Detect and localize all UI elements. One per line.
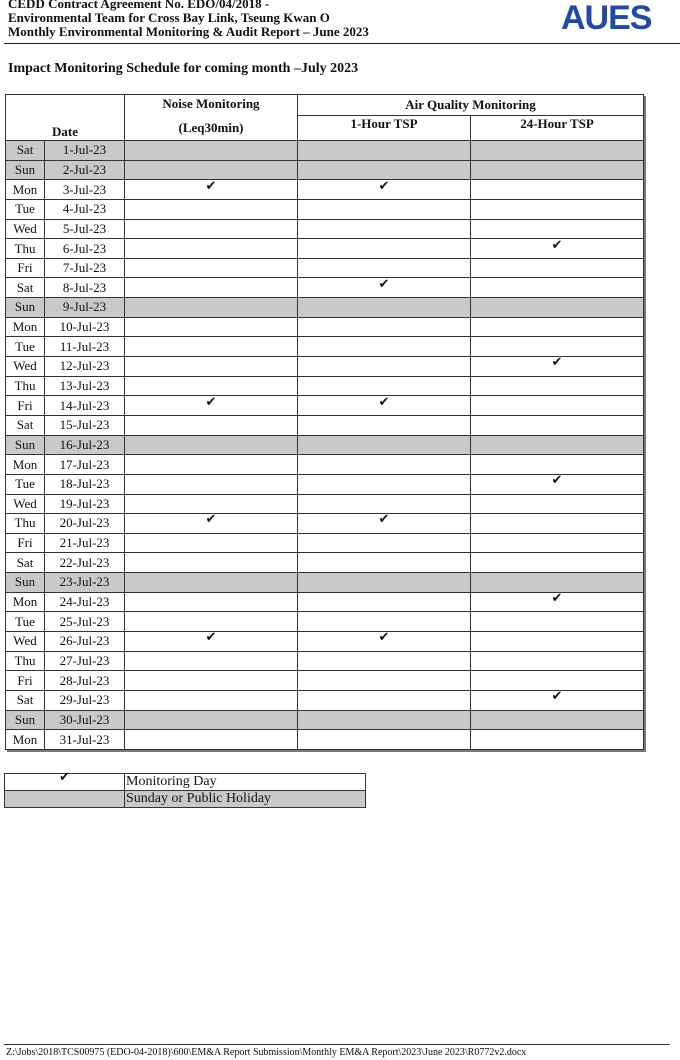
day-cell: Sun — [6, 573, 45, 593]
date-cell: 6-Jul-23 — [45, 239, 125, 259]
date-cell: 25-Jul-23 — [45, 612, 125, 632]
table-row — [6, 278, 644, 298]
day-cell: Sat — [6, 690, 45, 710]
noise-cell — [125, 730, 298, 750]
noise-cell — [125, 278, 298, 298]
tsp-24hour-cell — [471, 317, 644, 337]
checkmark-icon: ✔ — [378, 395, 390, 410]
tsp-1hour-cell — [298, 455, 471, 475]
noise-cell — [125, 710, 298, 730]
table-row — [6, 219, 644, 239]
table-row — [6, 357, 644, 377]
tsp-24hour-cell — [471, 612, 644, 632]
noise-cell — [125, 553, 298, 573]
noise-cell — [125, 180, 298, 200]
table-row — [6, 455, 644, 475]
day-cell: Wed — [6, 357, 45, 377]
noise-cell — [125, 239, 298, 259]
date-cell: 20-Jul-23 — [45, 514, 125, 534]
tsp-1hour-cell — [298, 180, 471, 200]
header-line-2: Environmental Team for Cross Bay Link, Tseung Kwan O — [8, 10, 330, 25]
date-cell: 1-Jul-23 — [45, 141, 125, 161]
tsp-1hour-cell — [298, 573, 471, 593]
noise-cell — [125, 592, 298, 612]
header-divider — [4, 43, 680, 44]
table-row — [6, 514, 644, 534]
noise-cell — [125, 376, 298, 396]
tsp-24hour-cell — [471, 455, 644, 475]
table-row — [6, 396, 644, 416]
tsp-1hour-header: 1-Hour TSP — [298, 116, 471, 141]
date-cell: 29-Jul-23 — [45, 690, 125, 710]
noise-cell — [125, 396, 298, 416]
checkmark-icon: ✔ — [551, 474, 563, 489]
legend-row-holiday — [5, 791, 366, 808]
tsp-1hour-cell — [298, 514, 471, 534]
tsp-1hour-cell — [298, 415, 471, 435]
date-cell: 7-Jul-23 — [45, 258, 125, 278]
legend-row-monitoring — [5, 774, 366, 791]
tsp-1hour-cell — [298, 239, 471, 259]
table-row — [6, 730, 644, 750]
tsp-1hour-cell — [298, 553, 471, 573]
report-header — [8, 0, 468, 39]
noise-cell — [125, 474, 298, 494]
tsp-1hour-cell — [298, 592, 471, 612]
day-cell: Mon — [6, 317, 45, 337]
tsp-24hour-cell — [471, 278, 644, 298]
tsp-1hour-cell — [298, 612, 471, 632]
day-cell: Sat — [6, 415, 45, 435]
table-row — [6, 573, 644, 593]
date-cell: 2-Jul-23 — [45, 160, 125, 180]
tsp-1hour-cell — [298, 141, 471, 161]
tsp-24hour-cell — [471, 396, 644, 416]
table-row — [6, 317, 644, 337]
date-cell: 8-Jul-23 — [45, 278, 125, 298]
checkmark-icon: ✔ — [378, 513, 390, 528]
tsp-1hour-cell — [298, 258, 471, 278]
table-row — [6, 258, 644, 278]
date-cell: 18-Jul-23 — [45, 474, 125, 494]
noise-cell — [125, 357, 298, 377]
day-cell: Fri — [6, 258, 45, 278]
checkmark-icon: ✔ — [551, 592, 563, 607]
day-cell: Wed — [6, 219, 45, 239]
legend-check-icon: ✔ — [5, 774, 125, 791]
noise-cell — [125, 258, 298, 278]
tsp-24hour-cell — [471, 533, 644, 553]
table-row — [6, 160, 644, 180]
tsp-24hour-cell — [471, 671, 644, 691]
date-cell: 30-Jul-23 — [45, 710, 125, 730]
date-cell: 15-Jul-23 — [45, 415, 125, 435]
day-cell: Thu — [6, 651, 45, 671]
noise-cell — [125, 494, 298, 514]
checkmark-icon: ✔ — [205, 631, 217, 646]
day-cell: Tue — [6, 474, 45, 494]
date-cell: 3-Jul-23 — [45, 180, 125, 200]
checkmark-icon: ✔ — [551, 690, 563, 705]
table-row — [6, 494, 644, 514]
day-cell: Sat — [6, 553, 45, 573]
table-row — [6, 612, 644, 632]
table-row — [6, 239, 644, 259]
tsp-24hour-cell — [471, 357, 644, 377]
checkmark-icon: ✔ — [205, 395, 217, 410]
tsp-24hour-cell — [471, 514, 644, 534]
table-row — [6, 632, 644, 652]
date-cell: 28-Jul-23 — [45, 671, 125, 691]
tsp-24hour-cell — [471, 219, 644, 239]
checkmark-icon: ✔ — [378, 179, 390, 194]
date-cell: 5-Jul-23 — [45, 219, 125, 239]
tsp-24hour-cell — [471, 632, 644, 652]
checkmark-icon: ✔ — [378, 631, 390, 646]
day-cell: Wed — [6, 494, 45, 514]
table-row — [6, 435, 644, 455]
day-cell: Sun — [6, 710, 45, 730]
date-cell: 16-Jul-23 — [45, 435, 125, 455]
date-cell: 11-Jul-23 — [45, 337, 125, 357]
air-quality-header: Air Quality Monitoring — [298, 95, 644, 116]
date-cell: 21-Jul-23 — [45, 533, 125, 553]
schedule-body — [6, 141, 644, 750]
noise-cell — [125, 573, 298, 593]
noise-header-title: Noise Monitoring — [162, 96, 260, 111]
date-cell: 31-Jul-23 — [45, 730, 125, 750]
date-cell: 9-Jul-23 — [45, 298, 125, 318]
tsp-1hour-cell — [298, 298, 471, 318]
day-cell: Thu — [6, 514, 45, 534]
table-row — [6, 180, 644, 200]
day-cell: Thu — [6, 239, 45, 259]
tsp-1hour-cell — [298, 376, 471, 396]
table-row — [6, 671, 644, 691]
checkmark-icon: ✔ — [205, 179, 217, 194]
date-cell: 14-Jul-23 — [45, 396, 125, 416]
day-cell: Mon — [6, 730, 45, 750]
tsp-24hour-cell — [471, 690, 644, 710]
date-cell: 10-Jul-23 — [45, 317, 125, 337]
tsp-1hour-cell — [298, 533, 471, 553]
table-row — [6, 651, 644, 671]
noise-cell — [125, 514, 298, 534]
day-cell: Mon — [6, 592, 45, 612]
tsp-1hour-cell — [298, 160, 471, 180]
tsp-24hour-cell — [471, 592, 644, 612]
tsp-24hour-cell — [471, 573, 644, 593]
page-title: Impact Monitoring Schedule for coming month –July 2023 — [8, 61, 359, 76]
tsp-24hour-cell — [471, 730, 644, 750]
tsp-24hour-cell — [471, 435, 644, 455]
tsp-24hour-cell — [471, 298, 644, 318]
date-cell: 23-Jul-23 — [45, 573, 125, 593]
tsp-1hour-cell — [298, 730, 471, 750]
date-cell: 17-Jul-23 — [45, 455, 125, 475]
noise-header — [125, 95, 298, 141]
table-row — [6, 533, 644, 553]
tsp-1hour-cell — [298, 357, 471, 377]
checkmark-icon: ✔ — [551, 238, 563, 253]
date-cell: 19-Jul-23 — [45, 494, 125, 514]
day-cell: Sat — [6, 141, 45, 161]
aues-logo — [561, 0, 651, 36]
noise-cell — [125, 671, 298, 691]
table-row — [6, 415, 644, 435]
tsp-1hour-cell — [298, 199, 471, 219]
checkmark-icon: ✔ — [378, 277, 390, 292]
table-row — [6, 141, 644, 161]
legend-label: Monitoring Day — [125, 774, 366, 791]
noise-cell — [125, 160, 298, 180]
noise-cell — [125, 337, 298, 357]
tsp-24hour-cell — [471, 474, 644, 494]
tsp-1hour-cell — [298, 710, 471, 730]
day-cell: Tue — [6, 199, 45, 219]
noise-cell — [125, 435, 298, 455]
day-cell: Sat — [6, 278, 45, 298]
tsp-24hour-cell — [471, 553, 644, 573]
noise-cell — [125, 415, 298, 435]
noise-cell — [125, 690, 298, 710]
tsp-24hour-cell — [471, 258, 644, 278]
date-cell: 12-Jul-23 — [45, 357, 125, 377]
logo-text: AUES — [561, 0, 652, 37]
noise-cell — [125, 612, 298, 632]
tsp-1hour-cell — [298, 671, 471, 691]
table-row — [6, 553, 644, 573]
day-cell: Wed — [6, 632, 45, 652]
tsp-24hour-cell — [471, 376, 644, 396]
tsp-24hour-cell — [471, 180, 644, 200]
footer-divider — [4, 1044, 670, 1045]
day-cell: Mon — [6, 455, 45, 475]
day-cell: Mon — [6, 180, 45, 200]
noise-header-sub: (Leq30min) — [178, 120, 244, 135]
day-cell: Sun — [6, 160, 45, 180]
day-cell: Fri — [6, 396, 45, 416]
date-cell: 13-Jul-23 — [45, 376, 125, 396]
tsp-1hour-cell — [298, 690, 471, 710]
noise-cell — [125, 651, 298, 671]
tsp-24hour-cell — [471, 141, 644, 161]
day-cell: Tue — [6, 612, 45, 632]
legend-table — [4, 770, 366, 808]
tsp-1hour-cell — [298, 474, 471, 494]
table-row — [6, 376, 644, 396]
header-line-3: Monthly Environmental Monitoring & Audit Report – June 2023 — [8, 24, 369, 39]
day-cell: Fri — [6, 671, 45, 691]
noise-cell — [125, 298, 298, 318]
table-row — [6, 199, 644, 219]
checkmark-icon: ✔ — [205, 513, 217, 528]
tsp-1hour-cell — [298, 632, 471, 652]
tsp-24hour-header: 24-Hour TSP — [471, 116, 644, 141]
noise-cell — [125, 455, 298, 475]
noise-cell — [125, 632, 298, 652]
day-cell: Fri — [6, 533, 45, 553]
header-line-1: CEDD Contract Agreement No. EDO/04/2018 - — [8, 0, 270, 11]
noise-cell — [125, 533, 298, 553]
legend-label: Sunday or Public Holiday — [125, 791, 366, 808]
noise-cell — [125, 199, 298, 219]
noise-cell — [125, 317, 298, 337]
tsp-1hour-cell — [298, 494, 471, 514]
date-cell: 27-Jul-23 — [45, 651, 125, 671]
tsp-24hour-cell — [471, 415, 644, 435]
table-row — [6, 298, 644, 318]
footer-file-path: Z:\Jobs\2018\TCS00975 (EDO-04-2018)\600\EM&A Report Submission\Monthly EM&A Report\2023\June 2023\R0772v2.docx — [6, 1047, 527, 1058]
tsp-24hour-cell — [471, 337, 644, 357]
day-cell: Sun — [6, 298, 45, 318]
tsp-24hour-cell — [471, 494, 644, 514]
tsp-24hour-cell — [471, 239, 644, 259]
table-row — [6, 710, 644, 730]
tsp-1hour-cell — [298, 651, 471, 671]
tsp-1hour-cell — [298, 278, 471, 298]
tsp-24hour-cell — [471, 710, 644, 730]
day-cell: Tue — [6, 337, 45, 357]
noise-cell — [125, 219, 298, 239]
table-row — [6, 690, 644, 710]
schedule-table — [5, 94, 644, 750]
day-cell: Sun — [6, 435, 45, 455]
noise-cell — [125, 141, 298, 161]
table-row — [6, 337, 644, 357]
date-cell: 24-Jul-23 — [45, 592, 125, 612]
tsp-24hour-cell — [471, 199, 644, 219]
tsp-1hour-cell — [298, 317, 471, 337]
tsp-24hour-cell — [471, 651, 644, 671]
legend-shade-swatch — [5, 791, 125, 808]
tsp-1hour-cell — [298, 435, 471, 455]
tsp-1hour-cell — [298, 396, 471, 416]
day-cell: Thu — [6, 376, 45, 396]
tsp-1hour-cell — [298, 219, 471, 239]
table-row — [6, 474, 644, 494]
date-cell: 22-Jul-23 — [45, 553, 125, 573]
tsp-1hour-cell — [298, 337, 471, 357]
date-cell: 4-Jul-23 — [45, 199, 125, 219]
date-cell: 26-Jul-23 — [45, 632, 125, 652]
date-header: Date — [6, 95, 125, 141]
checkmark-icon: ✔ — [551, 356, 563, 371]
tsp-24hour-cell — [471, 160, 644, 180]
table-row — [6, 592, 644, 612]
